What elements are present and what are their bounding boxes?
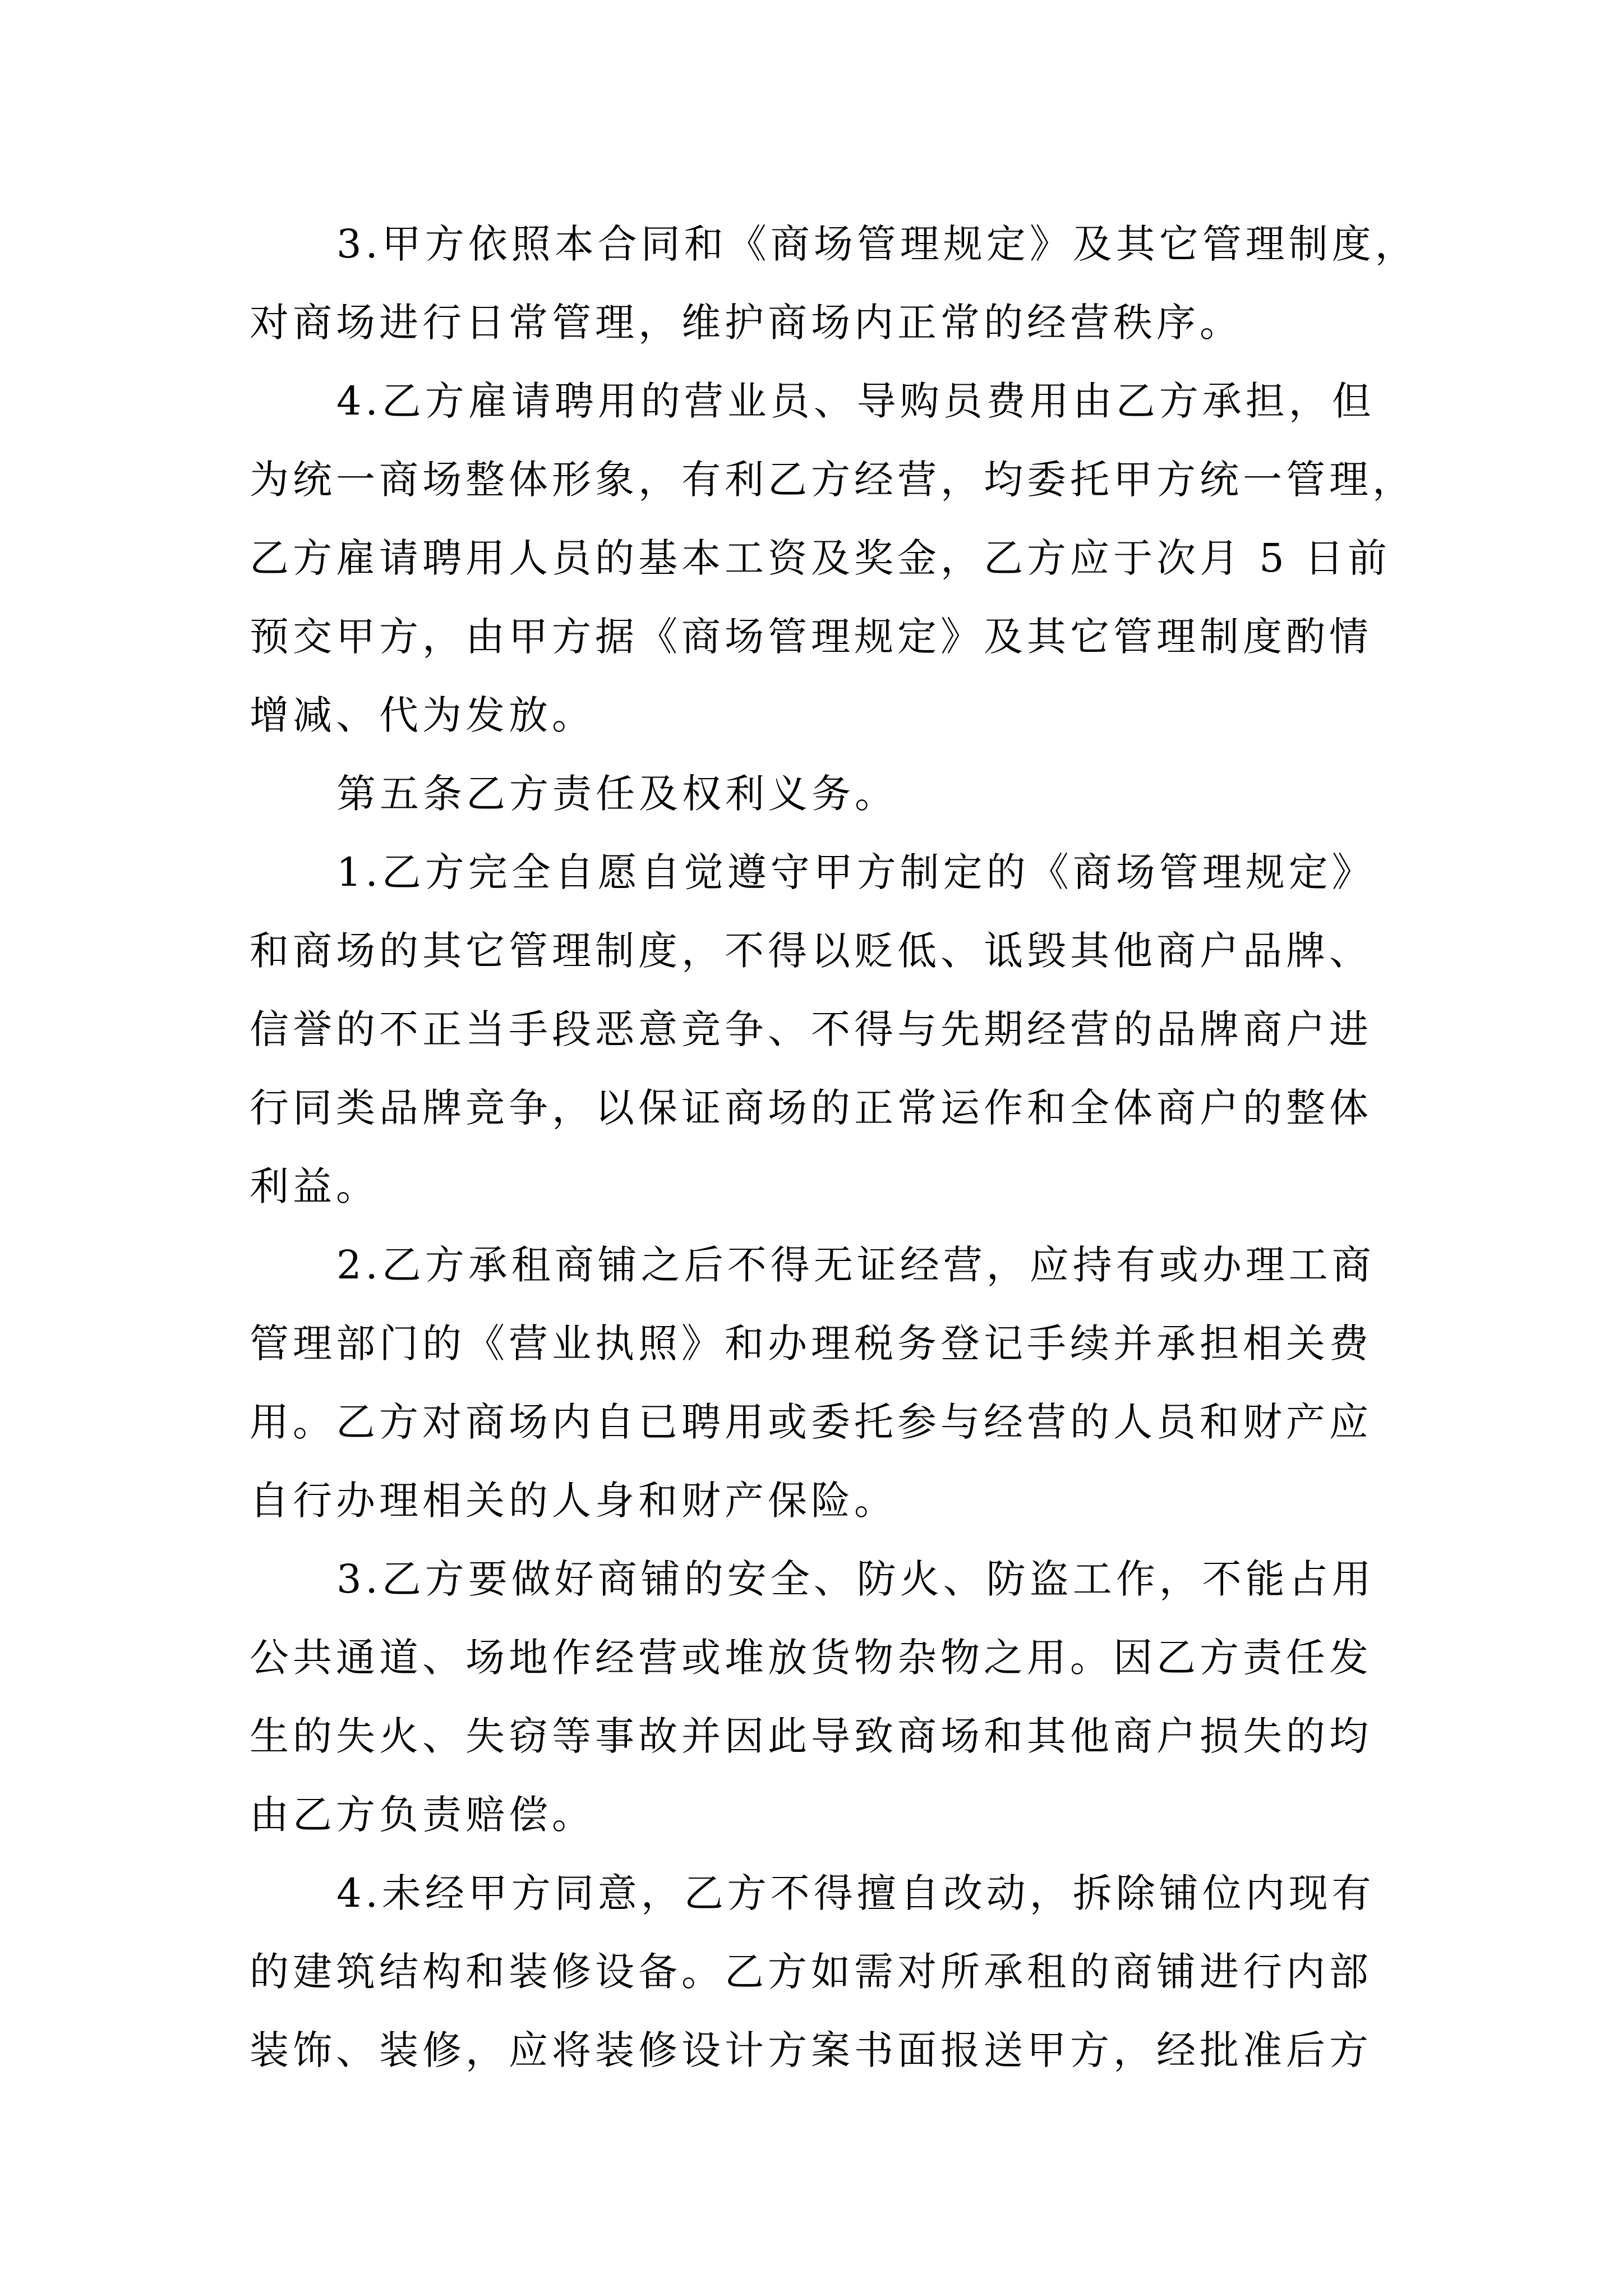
- text-line: 乙方雇请聘用人员的基本工资及奖金，乙方应于次月 5 日前: [250, 535, 1391, 581]
- section-heading: 第五条乙方责任及权利义务。: [336, 771, 898, 817]
- text-line: 1.乙方完全自愿自觉遵守甲方制定的《商场管理规定》: [336, 849, 1375, 895]
- text-line: 信誉的不正当手段恶意竞争、不得与先期经营的品牌商户进: [250, 1006, 1372, 1052]
- text-line: 由乙方负责赔偿。: [250, 1792, 595, 1838]
- text-line: 预交甲方，由甲方据《商场管理规定》及其它管理制度酌情: [250, 614, 1372, 660]
- text-line: 4.乙方雇请聘用的营业员、导购员费用由乙方承担，但: [336, 378, 1375, 424]
- text-line: 行同类品牌竞争，以保证商场的正常运作和全体商户的整体: [250, 1085, 1372, 1131]
- text-line: 和商场的其它管理制度，不得以贬低、诋毁其他商户品牌、: [250, 928, 1372, 974]
- text-line: 4.未经甲方同意，乙方不得擅自改动，拆除铺位内现有: [336, 1870, 1375, 1916]
- text-line: 2.乙方承租商铺之后不得无证经营，应持有或办理工商: [336, 1242, 1375, 1288]
- text-line: 的建筑结构和装修设备。乙方如需对所承租的商铺进行内部: [250, 1949, 1372, 1995]
- text-line: 3.乙方要做好商铺的安全、防火、防盗工作，不能占用: [336, 1556, 1375, 1602]
- text-line: 公共通道、场地作经营或堆放货物杂物之用。因乙方责任发: [250, 1635, 1372, 1681]
- text-line: 生的失火、失窃等事故并因此导致商场和其他商户损失的均: [250, 1713, 1372, 1759]
- text-line: 装饰、装修，应将装修设计方案书面报送甲方，经批准后方: [250, 2027, 1372, 2073]
- text-line: 为统一商场整体形象，有利乙方经营，均委托甲方统一管理，: [250, 457, 1415, 503]
- text-line: 用。乙方对商场内自已聘用或委托参与经营的人员和财产应: [250, 1399, 1372, 1445]
- text-line: 3.甲方依照本合同和《商场管理规定》及其它管理制度，: [336, 221, 1418, 267]
- text-line: 管理部门的《营业执照》和办理税务登记手续并承担相关费: [250, 1320, 1372, 1366]
- text-line: 自行办理相关的人身和财产保险。: [250, 1478, 897, 1524]
- text-line: 增减、代为发放。: [250, 692, 595, 738]
- text-line: 对商场进行日常管理，维护商场内正常的经营秩序。: [250, 300, 1243, 346]
- text-line: 利益。: [250, 1163, 379, 1209]
